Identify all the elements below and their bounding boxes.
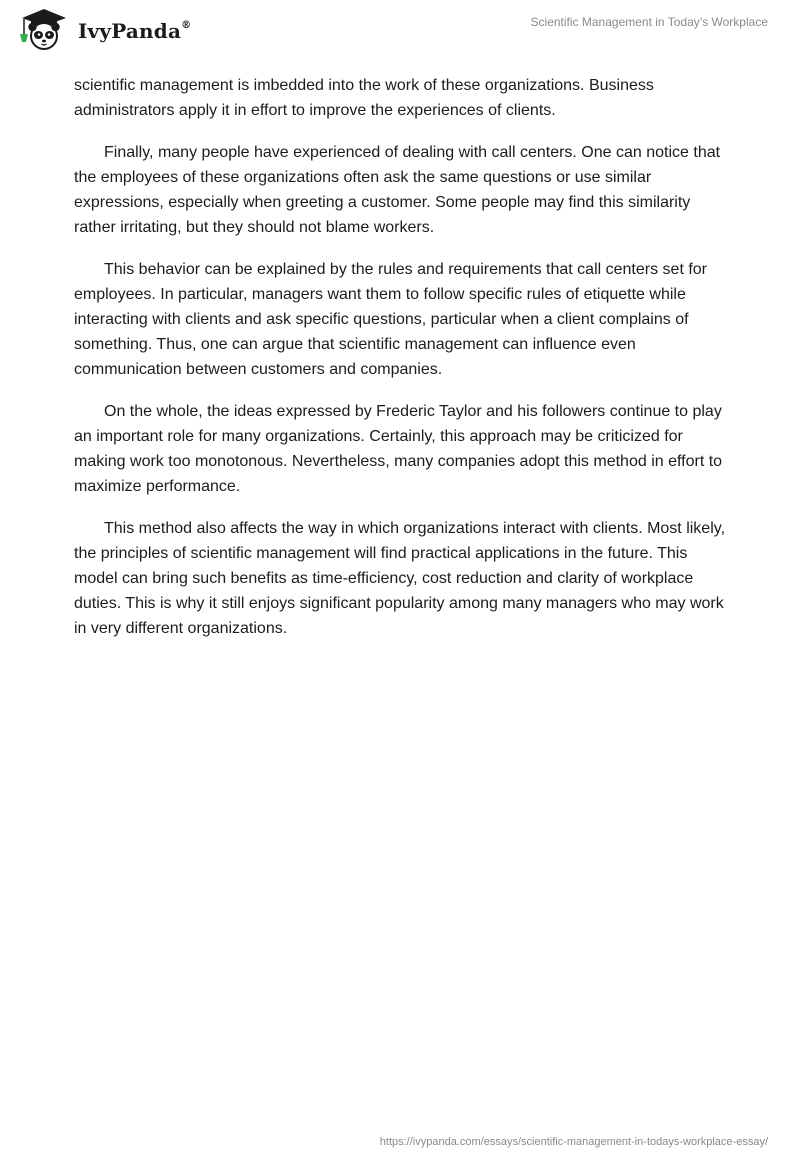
source-url-link[interactable]: https://ivypanda.com/essays/scientific-management-in-todays-workplace-essay/ — [379, 1136, 768, 1148]
brand-name: IvyPanda® — [78, 19, 192, 43]
essay-body — [74, 73, 726, 658]
paragraph-5: This method also affects the way in which organizations interact with clients. Most likely, the principles of scientific management will find practical applications in the future. This model can bring such benefits as time-efficiency, cost reduction and clarity of workplace duties. This is why it still enjoys significant popularity among many managers who may work in very different organizations. — [74, 520, 726, 637]
paragraph-1: scientific management is imbedded into the work of these organizations. Business administrators apply it in effort to improve the experiences of clients. — [74, 77, 654, 119]
registered-mark: ® — [181, 20, 192, 32]
paragraph-2: Finally, many people have experienced of dealing with call centers. One can notice that the employees of these organizations often ask the same questions or use similar expressions, especially when greeting a customer. Some people may find this similarity rather irritating, but they should not blame workers. — [74, 144, 721, 236]
paragraph-4: On the whole, the ideas expressed by Frederic Taylor and his followers continue to play an important role for many organizations. Certainly, this approach may be criticized for making work too monotonous. Nevertheless, many companies adopt this method in effort to maximize performance. — [74, 403, 723, 495]
panda-graduate-icon — [14, 6, 72, 52]
brand-logo[interactable] — [14, 6, 204, 56]
page-header — [0, 0, 800, 62]
document-title: Scientific Management in Today’s Workplace — [530, 15, 768, 29]
paragraph-3: This behavior can be explained by the rules and requirements that call centers set for employees. In particular, managers want them to follow specific rules of etiquette while interacting with clients and ask specific questions, particular when a client complains of something. Thus, one can argue that scientific management can influence even communication between customers and companies. — [74, 261, 707, 378]
